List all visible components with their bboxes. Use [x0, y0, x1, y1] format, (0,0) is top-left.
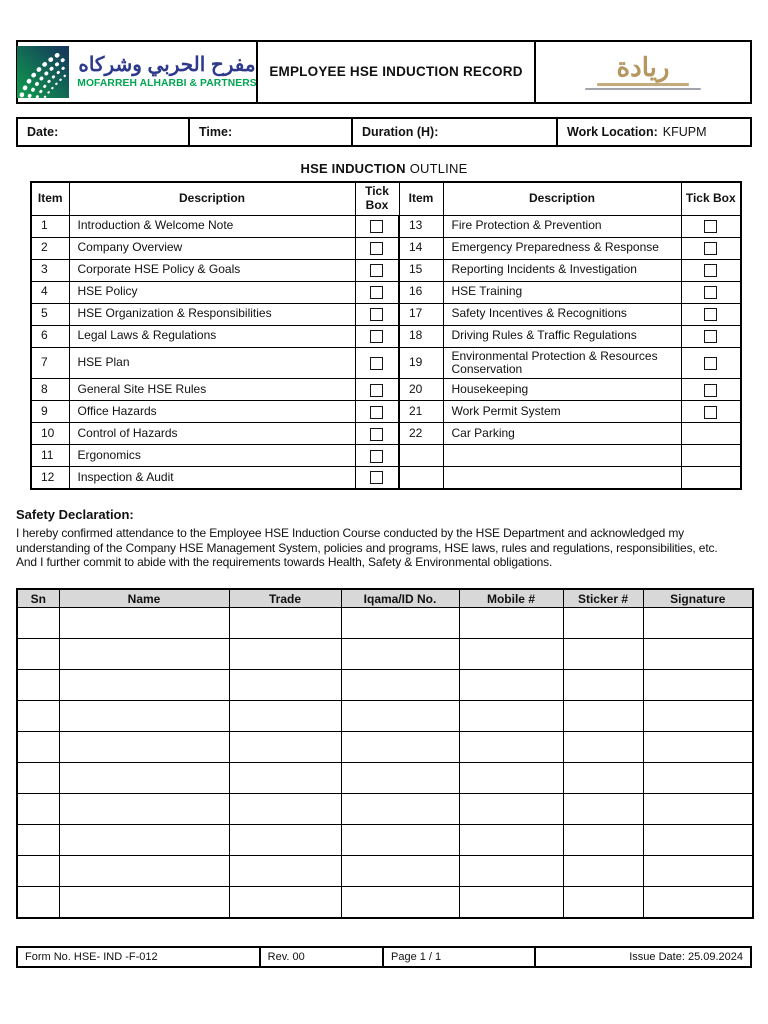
outline-tick-cell	[355, 423, 399, 445]
outline-item-number: 19	[399, 347, 443, 379]
outline-item-description: General Site HSE Rules	[69, 379, 355, 401]
signature-cell-sn[interactable]	[17, 887, 59, 918]
signature-cell-mobile[interactable]	[459, 856, 563, 887]
signature-cell-name[interactable]	[59, 670, 229, 701]
footer-form-number: Form No. HSE- IND -F-012	[18, 948, 261, 966]
form-footer	[16, 946, 752, 968]
outline-tick-cell	[355, 467, 399, 489]
outline-item-number: 13	[399, 215, 443, 237]
signature-table-body	[17, 608, 753, 918]
signature-cell-trade[interactable]	[229, 670, 341, 701]
signature-col-header-trade: Trade	[229, 589, 341, 608]
outline-item-number: 8	[31, 379, 69, 401]
outline-tick-cell	[681, 347, 741, 379]
signature-cell-sticker[interactable]	[563, 639, 643, 670]
outline-header-tickbox-left: Tick Box	[355, 182, 399, 215]
outline-item-number: 16	[399, 281, 443, 303]
signature-cell-iqama[interactable]	[341, 794, 459, 825]
signature-cell-sticker[interactable]	[563, 732, 643, 763]
outline-row	[31, 215, 741, 237]
outline-tick-cell	[355, 401, 399, 423]
outline-table-header	[31, 182, 741, 215]
outline-tick-cell	[681, 237, 741, 259]
company-name-arabic: مفرح الحربي وشركاه	[78, 54, 256, 76]
signature-col-header-mobile: Mobile #	[459, 589, 563, 608]
outline-item-description: HSE Training	[443, 281, 681, 303]
outline-item-description: Fire Protection & Prevention	[443, 215, 681, 237]
outline-row	[31, 347, 741, 379]
outline-item-description: HSE Organization & Responsibilities	[69, 303, 355, 325]
outline-tick-cell	[681, 303, 741, 325]
signature-cell-mobile[interactable]	[459, 825, 563, 856]
signature-cell-name[interactable]	[59, 608, 229, 639]
signature-cell-sticker[interactable]	[563, 856, 643, 887]
tick-box-checkbox[interactable]	[370, 471, 383, 484]
signature-cell-mobile[interactable]	[459, 639, 563, 670]
signature-cell-trade[interactable]	[229, 856, 341, 887]
outline-item-number: 20	[399, 379, 443, 401]
outline-tick-cell	[355, 237, 399, 259]
signature-cell-mobile[interactable]	[459, 732, 563, 763]
outline-item-description: Legal Laws & Regulations	[69, 325, 355, 347]
tick-box-checkbox[interactable]	[704, 330, 717, 343]
signature-cell-signature[interactable]	[643, 887, 753, 918]
signature-cell-sn[interactable]	[17, 856, 59, 887]
date-label: Date:	[27, 125, 59, 139]
outline-tick-cell	[355, 281, 399, 303]
outline-item-description: Emergency Preparedness & Response	[443, 237, 681, 259]
tick-box-checkbox[interactable]	[370, 357, 383, 370]
signature-row	[17, 639, 753, 670]
page-content	[16, 0, 752, 968]
hse-induction-outline-table	[30, 181, 742, 490]
outline-item-number	[399, 445, 443, 467]
partner-logo-tagline-line	[597, 83, 689, 86]
tick-box-checkbox[interactable]	[704, 406, 717, 419]
signature-cell-mobile[interactable]	[459, 794, 563, 825]
outline-item-number: 18	[399, 325, 443, 347]
signature-cell-signature[interactable]	[643, 670, 753, 701]
signature-cell-name[interactable]	[59, 856, 229, 887]
outline-item-number: 5	[31, 303, 69, 325]
outline-item-number: 14	[399, 237, 443, 259]
outline-row	[31, 303, 741, 325]
signature-cell-sn[interactable]	[17, 701, 59, 732]
signature-cell-sticker[interactable]	[563, 825, 643, 856]
outline-header-tickbox-right: Tick Box	[681, 182, 741, 215]
outline-item-description	[443, 445, 681, 467]
outline-header-description-left: Description	[69, 182, 355, 215]
tick-box-checkbox[interactable]	[704, 308, 717, 321]
info-bar	[16, 117, 752, 147]
outline-tick-cell	[681, 467, 741, 489]
tick-box-checkbox[interactable]	[704, 384, 717, 397]
signature-col-header-iqama: Iqama/ID No.	[341, 589, 459, 608]
signature-cell-mobile[interactable]	[459, 701, 563, 732]
tick-box-checkbox[interactable]	[370, 308, 383, 321]
partner-logo-subtext-line	[585, 88, 701, 90]
outline-item-description: Environmental Protection & Resources Conservation	[443, 347, 681, 379]
outline-tick-cell	[355, 303, 399, 325]
outline-row	[31, 237, 741, 259]
signature-cell-name[interactable]	[59, 887, 229, 918]
outline-item-description: Reporting Incidents & Investigation	[443, 259, 681, 281]
outline-item-number: 11	[31, 445, 69, 467]
signature-cell-trade[interactable]	[229, 794, 341, 825]
outline-tick-cell	[681, 281, 741, 303]
signature-cell-sn[interactable]	[17, 732, 59, 763]
signature-cell-signature[interactable]	[643, 763, 753, 794]
tick-box-checkbox[interactable]	[370, 220, 383, 233]
outline-item-number: 6	[31, 325, 69, 347]
outline-item-description: Corporate HSE Policy & Goals	[69, 259, 355, 281]
road-logo-icon	[17, 46, 69, 98]
partner-logo-arabic: ريادة	[616, 52, 670, 82]
signature-col-header-sticker: Sticker #	[563, 589, 643, 608]
signature-cell-sn[interactable]	[17, 794, 59, 825]
outline-item-number: 12	[31, 467, 69, 489]
outline-row	[31, 281, 741, 303]
outline-tick-cell	[681, 259, 741, 281]
outline-item-description: Control of Hazards	[69, 423, 355, 445]
outline-item-description: Introduction & Welcome Note	[69, 215, 355, 237]
signature-cell-trade[interactable]	[229, 732, 341, 763]
tick-box-checkbox[interactable]	[704, 357, 717, 370]
outline-heading-regular: OUTLINE	[409, 161, 468, 176]
work-location-field[interactable]	[558, 119, 750, 145]
outline-tick-cell	[355, 215, 399, 237]
outline-item-number: 1	[31, 215, 69, 237]
signature-cell-signature[interactable]	[643, 732, 753, 763]
signature-header-row	[17, 589, 753, 608]
outline-row	[31, 259, 741, 281]
signature-cell-iqama[interactable]	[341, 887, 459, 918]
outline-tick-cell	[681, 379, 741, 401]
signature-cell-sticker[interactable]	[563, 794, 643, 825]
signature-row	[17, 856, 753, 887]
outline-item-description: Work Permit System	[443, 401, 681, 423]
signature-cell-sticker[interactable]	[563, 670, 643, 701]
signature-table-header	[17, 589, 753, 608]
work-location-value: KFUPM	[662, 125, 707, 139]
outline-tick-cell	[681, 325, 741, 347]
company-logo-text	[77, 55, 256, 89]
signature-cell-signature[interactable]	[643, 608, 753, 639]
duration-field[interactable]	[353, 119, 558, 145]
outline-header-item-left: Item	[31, 182, 69, 215]
signature-cell-iqama[interactable]	[341, 701, 459, 732]
signature-col-header-name: Name	[59, 589, 229, 608]
outline-item-description: Driving Rules & Traffic Regulations	[443, 325, 681, 347]
signature-cell-trade[interactable]	[229, 763, 341, 794]
time-label: Time:	[199, 125, 233, 139]
signature-cell-mobile[interactable]	[459, 670, 563, 701]
signature-cell-sn[interactable]	[17, 639, 59, 670]
signature-row	[17, 887, 753, 918]
tick-box-checkbox[interactable]	[370, 406, 383, 419]
tick-box-checkbox[interactable]	[370, 286, 383, 299]
signature-cell-iqama[interactable]	[341, 732, 459, 763]
outline-item-description: Ergonomics	[69, 445, 355, 467]
outline-item-number: 7	[31, 347, 69, 379]
signature-row	[17, 670, 753, 701]
signature-cell-iqama[interactable]	[341, 608, 459, 639]
signature-cell-iqama[interactable]	[341, 670, 459, 701]
outline-item-description: HSE Plan	[69, 347, 355, 379]
outline-tick-cell	[681, 445, 741, 467]
outline-item-number: 15	[399, 259, 443, 281]
outline-tick-cell	[681, 215, 741, 237]
signature-cell-name[interactable]	[59, 763, 229, 794]
signature-cell-signature[interactable]	[643, 856, 753, 887]
outline-item-description: Safety Incentives & Recognitions	[443, 303, 681, 325]
outline-tick-cell	[355, 379, 399, 401]
footer-issue-date: Issue Date: 25.09.2024	[629, 950, 743, 963]
signature-row	[17, 794, 753, 825]
tick-box-checkbox[interactable]	[370, 330, 383, 343]
outline-row	[31, 467, 741, 489]
company-name-english: MOFARREH ALHARBI & PARTNERS	[77, 78, 257, 89]
partner-logo	[536, 42, 750, 102]
signature-cell-name[interactable]	[59, 794, 229, 825]
outline-item-number: 21	[399, 401, 443, 423]
safety-declaration-heading: Safety Declaration:	[16, 506, 134, 522]
tick-box-checkbox[interactable]	[704, 264, 717, 277]
outline-header-description-right: Description	[443, 182, 681, 215]
signature-cell-iqama[interactable]	[341, 856, 459, 887]
signature-cell-signature[interactable]	[643, 639, 753, 670]
outline-item-number: 2	[31, 237, 69, 259]
signature-row	[17, 825, 753, 856]
signature-cell-mobile[interactable]	[459, 608, 563, 639]
signature-cell-sn[interactable]	[17, 825, 59, 856]
signature-cell-sticker[interactable]	[563, 763, 643, 794]
form-title: EMPLOYEE HSE INDUCTION RECORD	[258, 42, 536, 102]
signature-cell-iqama[interactable]	[341, 763, 459, 794]
outline-heading	[16, 161, 752, 176]
signature-cell-trade[interactable]	[229, 701, 341, 732]
signature-cell-sn[interactable]	[17, 670, 59, 701]
date-field[interactable]	[18, 119, 190, 145]
signature-cell-sticker[interactable]	[563, 887, 643, 918]
signature-col-header-sn: Sn	[17, 589, 59, 608]
tick-box-checkbox[interactable]	[370, 264, 383, 277]
signature-row	[17, 608, 753, 639]
outline-item-number: 10	[31, 423, 69, 445]
outline-item-number: 3	[31, 259, 69, 281]
signature-cell-mobile[interactable]	[459, 887, 563, 918]
outline-row	[31, 445, 741, 467]
outline-item-description: Inspection & Audit	[69, 467, 355, 489]
outline-item-number: 22	[399, 423, 443, 445]
outline-item-description: HSE Policy	[69, 281, 355, 303]
signature-col-header-signature: Signature	[643, 589, 753, 608]
duration-label: Duration (H):	[362, 125, 439, 139]
outline-item-description	[443, 467, 681, 489]
signature-cell-signature[interactable]	[643, 794, 753, 825]
tick-box-checkbox[interactable]	[704, 286, 717, 299]
outline-table-body	[31, 215, 741, 489]
signature-cell-iqama[interactable]	[341, 639, 459, 670]
tick-box-checkbox[interactable]	[370, 384, 383, 397]
signature-cell-trade[interactable]	[229, 825, 341, 856]
signature-row	[17, 763, 753, 794]
signature-cell-iqama[interactable]	[341, 825, 459, 856]
company-logo	[18, 42, 258, 102]
signature-cell-name[interactable]	[59, 732, 229, 763]
outline-row	[31, 325, 741, 347]
footer-revision: Rev. 00	[261, 948, 384, 966]
outline-tick-cell	[355, 259, 399, 281]
signature-row	[17, 701, 753, 732]
outline-row	[31, 423, 741, 445]
outline-row	[31, 379, 741, 401]
outline-header-row	[31, 182, 741, 215]
tick-box-checkbox[interactable]	[370, 242, 383, 255]
outline-item-description: Office Hazards	[69, 401, 355, 423]
outline-item-description: Car Parking	[443, 423, 681, 445]
outline-tick-cell	[355, 347, 399, 379]
signature-cell-name[interactable]	[59, 825, 229, 856]
outline-item-number: 17	[399, 303, 443, 325]
safety-declaration-text: I hereby confirmed attendance to the Employee HSE Induction Course conducted by the HSE Department and acknowledged my understanding of the Company HSE Management System, policies and programs, HSE laws, rules and regulations, responsibilities, etc. And I further commit to abide with the requirements towards Health, Safety & Environmental obligations.	[16, 525, 718, 570]
outline-item-number: 9	[31, 401, 69, 423]
tick-box-checkbox[interactable]	[704, 220, 717, 233]
outline-tick-cell	[681, 423, 741, 445]
signature-cell-name[interactable]	[59, 639, 229, 670]
outline-heading-bold: HSE INDUCTION	[300, 161, 406, 176]
attendance-signature-table	[16, 588, 754, 919]
signature-cell-signature[interactable]	[643, 701, 753, 732]
outline-item-description: Housekeeping	[443, 379, 681, 401]
outline-tick-cell	[355, 445, 399, 467]
outline-item-description: Company Overview	[69, 237, 355, 259]
signature-cell-sn[interactable]	[17, 763, 59, 794]
signature-cell-signature[interactable]	[643, 825, 753, 856]
form-header	[16, 40, 752, 104]
signature-cell-sn[interactable]	[17, 608, 59, 639]
outline-item-number: 4	[31, 281, 69, 303]
work-location-label: Work Location:	[567, 125, 658, 139]
time-field[interactable]	[190, 119, 353, 145]
outline-row	[31, 401, 741, 423]
outline-item-number	[399, 467, 443, 489]
footer-page-number: Page 1 / 1	[384, 948, 536, 966]
signature-cell-sticker[interactable]	[563, 608, 643, 639]
signature-cell-name[interactable]	[59, 701, 229, 732]
outline-tick-cell	[355, 325, 399, 347]
signature-cell-sticker[interactable]	[563, 701, 643, 732]
tick-box-checkbox[interactable]	[370, 428, 383, 441]
signature-row	[17, 732, 753, 763]
outline-tick-cell	[681, 401, 741, 423]
tick-box-checkbox[interactable]	[704, 242, 717, 255]
signature-cell-trade[interactable]	[229, 639, 341, 670]
signature-cell-mobile[interactable]	[459, 763, 563, 794]
outline-header-item-right: Item	[399, 182, 443, 215]
signature-cell-trade[interactable]	[229, 608, 341, 639]
signature-cell-trade[interactable]	[229, 887, 341, 918]
tick-box-checkbox[interactable]	[370, 450, 383, 463]
